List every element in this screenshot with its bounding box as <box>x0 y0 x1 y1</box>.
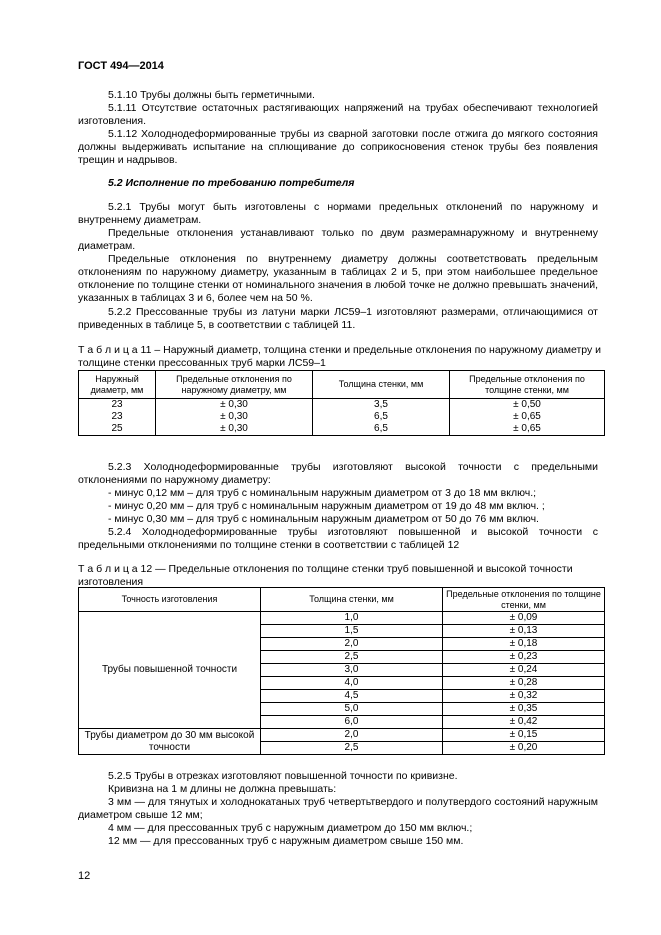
document-header: ГОСТ 494—2014 <box>78 60 164 72</box>
table-cell: ± 0,30 <box>156 411 313 423</box>
table-12-group-high: Трубы диаметром до 30 мм высокой точности <box>79 729 261 755</box>
table-cell: 2,5 <box>261 742 443 755</box>
table-12 <box>78 587 605 755</box>
paragraph-5-2-4: 5.2.4 Холоднодеформированные трубы изготовляют повышенной и высокой точности с предельными отклонениями по толщине стенки в соответствии с таблицей 12 <box>78 526 598 551</box>
table-12-header-wall-tolerance: Предельные отклонения по толщине стенки, мм <box>443 588 605 612</box>
paragraph-5-1-11: 5.1.11 Отсутствие остаточных растягивающих напряжений на трубах обеспечивают технологией изготовления. <box>78 102 598 127</box>
table-cell: ± 0,20 <box>443 742 605 755</box>
table-cell: 23 <box>79 411 156 423</box>
table-cell: ± 0,18 <box>443 638 605 651</box>
table-cell: ± 0,42 <box>443 716 605 729</box>
table-cell: ± 0,24 <box>443 664 605 677</box>
table-cell: ± 0,15 <box>443 729 605 742</box>
table-cell: 4,5 <box>261 690 443 703</box>
table-cell: ± 0,65 <box>450 411 605 423</box>
list-item: - минус 0,20 мм – для труб с номинальным наружным диаметром от 19 до 48 мм включ. ; <box>108 500 545 512</box>
table-row <box>79 423 605 436</box>
table-cell: ± 0,28 <box>443 677 605 690</box>
table-11-header-wall-tolerance: Предельные отклонения по толщине стенки, мм <box>450 371 605 399</box>
list-item: 4 мм — для прессованных труб с наружным диаметром до 150 мм включ.; <box>108 822 473 834</box>
table-cell: ± 0,13 <box>443 625 605 638</box>
table-cell: 6,5 <box>313 411 450 423</box>
table-12-header-accuracy: Точность изготовления <box>79 588 261 612</box>
table-12-header-wall-thickness: Толщина стенки, мм <box>261 588 443 612</box>
table-cell: 3,5 <box>313 399 450 412</box>
paragraph-curvature: Кривизна на 1 м длины не должна превышать: <box>108 783 337 795</box>
page-number: 12 <box>78 870 91 882</box>
table-cell: 1,5 <box>261 625 443 638</box>
list-item: 3 мм — для тянутых и холоднокатаных труб четвертьтвердого и полутвердого состояний наружным диаметром свыше 12 мм; <box>78 796 598 821</box>
table-cell: ± 0,65 <box>450 423 605 436</box>
table-12-group-increased: Трубы повышенной точности <box>79 612 261 729</box>
table-cell: 4,0 <box>261 677 443 690</box>
table-cell: ± 0,09 <box>443 612 605 625</box>
table-cell: ± 0,30 <box>156 399 313 412</box>
table-cell: 25 <box>79 423 156 436</box>
table-11-header-diameter-tolerance: Предельные отклонения по наружному диаметру, мм <box>156 371 313 399</box>
table-11 <box>78 370 605 436</box>
table-cell: ± 0,35 <box>443 703 605 716</box>
paragraph-5-2-5: 5.2.5 Трубы в отрезках изготовляют повышенной точности по кривизне. <box>108 770 458 782</box>
list-item: - минус 0,30 мм – для труб с номинальным наружным диаметром от 50 до 76 мм включ. <box>108 513 539 525</box>
list-item: 12 мм — для прессованных труб с наружным диаметром свыше 150 мм. <box>108 835 464 847</box>
table-cell: 5,0 <box>261 703 443 716</box>
table-cell: ± 0,50 <box>450 399 605 412</box>
table-cell: 3,0 <box>261 664 443 677</box>
paragraph-limits-1: Предельные отклонения устанавливают только по двум размерамнаружному и внутреннему диаметрам. <box>78 227 598 252</box>
table-cell: ± 0,32 <box>443 690 605 703</box>
table-row <box>79 399 605 412</box>
paragraph-5-2-1: 5.2.1 Трубы могут быть изготовлены с нормами предельных отклонений по наружному и внутреннему диаметрам. <box>78 201 598 226</box>
table-12-caption: Т а б л и ц а 12 — Предельные отклонения по толщине стенки труб повышенной и высокой точности изготовления <box>78 563 573 588</box>
table-row <box>79 729 605 742</box>
section-heading-5-2: 5.2 Исполнение по требованию потребителя <box>108 177 355 189</box>
paragraph-5-1-12: 5.1.12 Холоднодеформированные трубы из сварной заготовки после отжига до мягкого состояния должны выдерживать испытание на сплющивание до соприкосновения стенок трубы без появления трещин и надрывов. <box>78 128 598 166</box>
paragraph-5-2-2: 5.2.2 Прессованные трубы из латуни марки ЛС59–1 изготовляют размерами, отличающимися от приведенных в таблице 5, в соответствии с таблицей 11. <box>78 306 598 331</box>
table-11-header-wall-thickness: Толщина стенки, мм <box>313 371 450 399</box>
table-cell: ± 0,23 <box>443 651 605 664</box>
table-11-caption: Т а б л и ц а 11 – Наружный диаметр, толщина стенки и предельные отклонения по наружному диаметру и толщине стенки прессованных труб марки ЛС59–1 <box>78 344 602 369</box>
table-cell: 1,0 <box>261 612 443 625</box>
list-item: - минус 0,12 мм – для труб с номинальным наружным диаметром от 3 до 18 мм включ.; <box>108 487 537 499</box>
table-row <box>79 411 605 423</box>
table-cell: 6,5 <box>313 423 450 436</box>
table-cell: 6,0 <box>261 716 443 729</box>
paragraph-5-2-3: 5.2.3 Холоднодеформированные трубы изготовляют высокой точности с предельными отклонениями по наружному диаметру: <box>78 461 598 486</box>
table-cell: 2,0 <box>261 729 443 742</box>
table-11-header-outer-diameter: Наружный диаметр, мм <box>79 371 156 399</box>
table-cell: ± 0,30 <box>156 423 313 436</box>
table-cell: 23 <box>79 399 156 412</box>
paragraph-5-1-10: 5.1.10 Трубы должны быть герметичными. <box>108 89 315 101</box>
table-cell: 2,0 <box>261 638 443 651</box>
table-row <box>79 612 605 625</box>
paragraph-limits-2: Предельные отклонения по внутреннему диаметру должны соответствовать предельным отклонениям по наружному диаметру, указанным в таблицах 2 и 5, при этом наибольшее предельное отклонение по толщине стенки от номинального значения в любой точке не должно превышать значений, указанных в таблицах 3 и 6, более чем на 50 %. <box>78 253 598 304</box>
table-cell: 2,5 <box>261 651 443 664</box>
